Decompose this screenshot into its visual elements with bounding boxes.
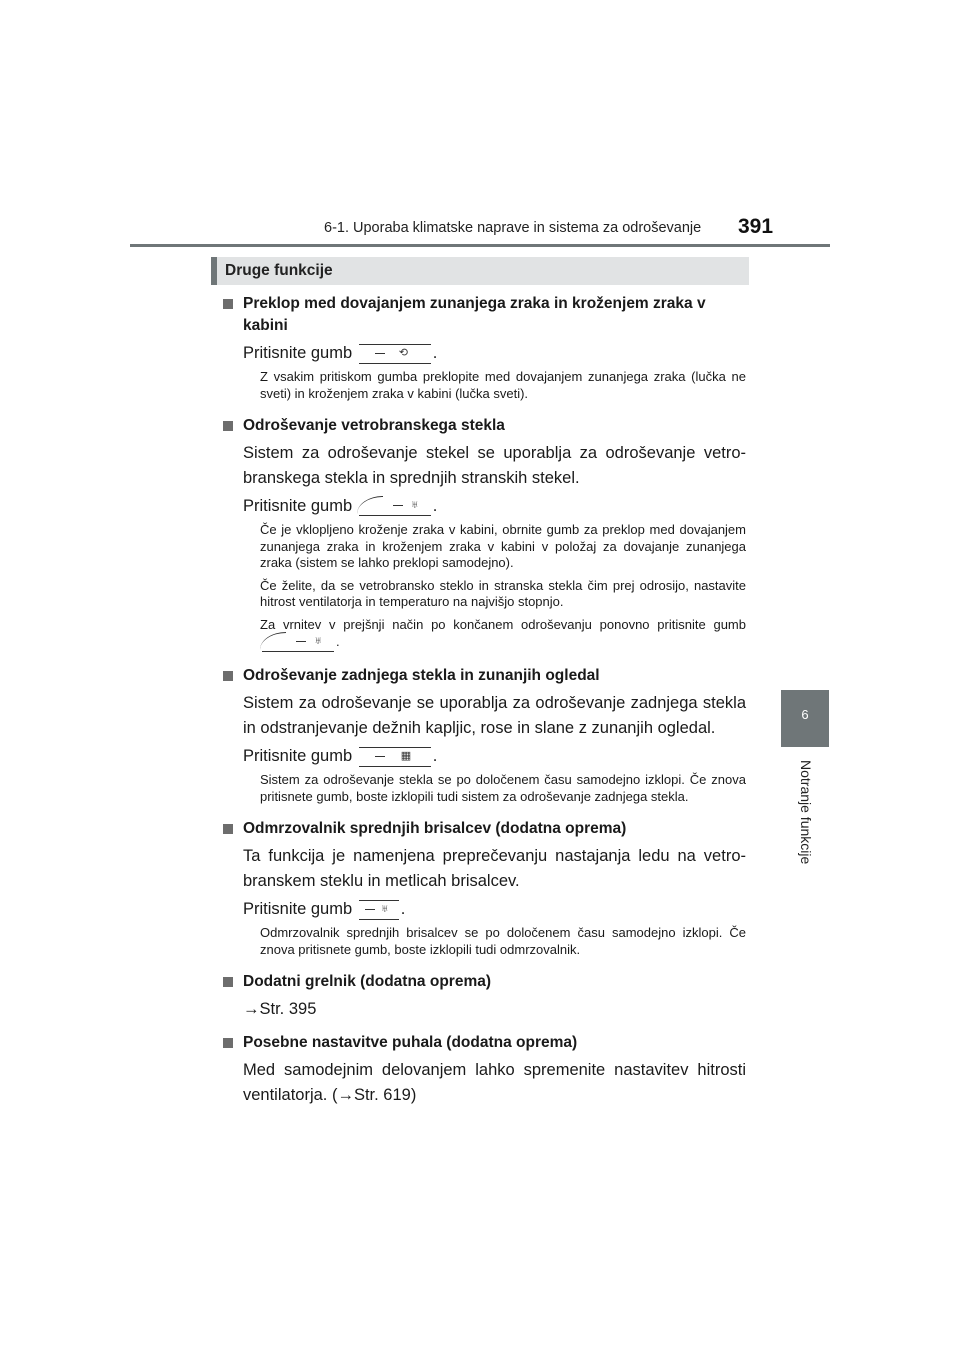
subheading-recirculation: Preklop med dovajanjem zunanjega zraka in kroženjem zraka v kabini (222, 293, 746, 337)
running-header-title: 6-1. Uporaba klimatske naprave in sistema za odroševanje (324, 220, 702, 236)
subheading-rear-defog: Odroševanje zadnjega stekla in zunanjih ogledal (222, 665, 746, 687)
instruction: Pritisnite gumb ▦ . (243, 747, 438, 765)
chapter-label: Notranje funkcije (798, 760, 814, 865)
subheading-blower-settings: Posebne nastavitve puhala (dodatna oprema) (222, 1032, 746, 1054)
chapter-tab (781, 690, 829, 747)
note: Če želite, da se vetrobransko steklo in stranska stekla čim prej odrosijo, nastavite hitrost ventilatorja in temperaturo na najvišjo stopnjo. (260, 577, 746, 609)
windshield-defogger-button-icon: ♅ (359, 497, 431, 516)
bullet-square-icon (223, 421, 233, 431)
wiper-deicer-button-icon: ♅ (359, 900, 399, 920)
subheading-windshield-defog: Odroševanje vetrobranskega stekla (222, 415, 746, 437)
instruction: Pritisnite gumb ♅ . (243, 497, 438, 515)
bullet-square-icon (223, 671, 233, 681)
bullet-square-icon (223, 824, 233, 834)
note: Odmrzovalnik sprednjih brisalcev se po določenem času samodejno izklopi. Če znova pritisnete gumb, boste izklopili tudi odmrzovalnik. (260, 925, 746, 957)
body-text: Ta funkcija je namenjena preprečevanju nastajanja ledu na vetro- branskem steklu in metlicah brisalcev. (243, 847, 746, 890)
instruction: Pritisnite gumb ♅ . (243, 900, 406, 918)
note: Z vsakim pritiskom gumba preklopite med dovajanjem zunanjega zraka (lučka ne sveti) in kroženjem zraka v kabini (lučka sveti). (260, 369, 746, 401)
chapter-number: 6 (801, 707, 809, 722)
subheading-wiper-deicer: Odmrzovalnik sprednjih brisalcev (dodatna oprema) (222, 818, 746, 840)
rear-window-defogger-button-icon: ▦ (359, 747, 431, 767)
note: Če je vklopljeno kroženje zraka v kabini, obrnite gumb za preklop med dovajanjem zunanjega zraka in kroženjem zraka v kabini v položaj za dovajanje zunanjega zraka (sistem se lahko preklopi samodejno). (260, 522, 746, 570)
note: Za vrnitev v prejšnji način po končanem odroševanju ponovno pritisnite gumb ♅ . (222, 617, 746, 653)
header-rule (130, 244, 830, 247)
page-number: 391 (738, 215, 774, 238)
note: Sistem za odroševanje stekla se po določenem času samodejno izklopi. Če znova pritisnete gumb, boste izklopili tudi sistem za odroševanje zadnjega stekla. (260, 772, 746, 804)
bullet-square-icon (223, 1038, 233, 1048)
recirculation-button-icon: ⟲ (359, 344, 431, 364)
subheading-auxiliary-heater: Dodatni grelnik (dodatna oprema) (222, 971, 746, 993)
bullet-square-icon (223, 977, 233, 987)
section-title: Druge funkcije (225, 262, 333, 279)
body-text: Med samodejnim delovanjem lahko spremenite nastavitev hitrosti ventilatorja. (→Str. 619) (243, 1061, 746, 1104)
bullet-square-icon (223, 299, 233, 309)
section-accent (211, 257, 217, 285)
body-text: Sistem za odroševanje stekel se uporablja za odroševanje vetro- branskega stekla in sprednjih stranskih stekel. (243, 444, 746, 487)
windshield-defogger-button-icon: ♅ (262, 633, 334, 652)
body-text: Sistem za odroševanje se uporablja za odroševanje zadnjega stekla in odstranjevanje dežnih kapljic, rose in slane z zunanjih ogledal. (243, 694, 746, 737)
instruction: Pritisnite gumb ⟲ . (243, 344, 438, 362)
page-reference: →Str. 395 (243, 1000, 317, 1018)
page-content (222, 293, 746, 1111)
section-header (211, 257, 749, 285)
